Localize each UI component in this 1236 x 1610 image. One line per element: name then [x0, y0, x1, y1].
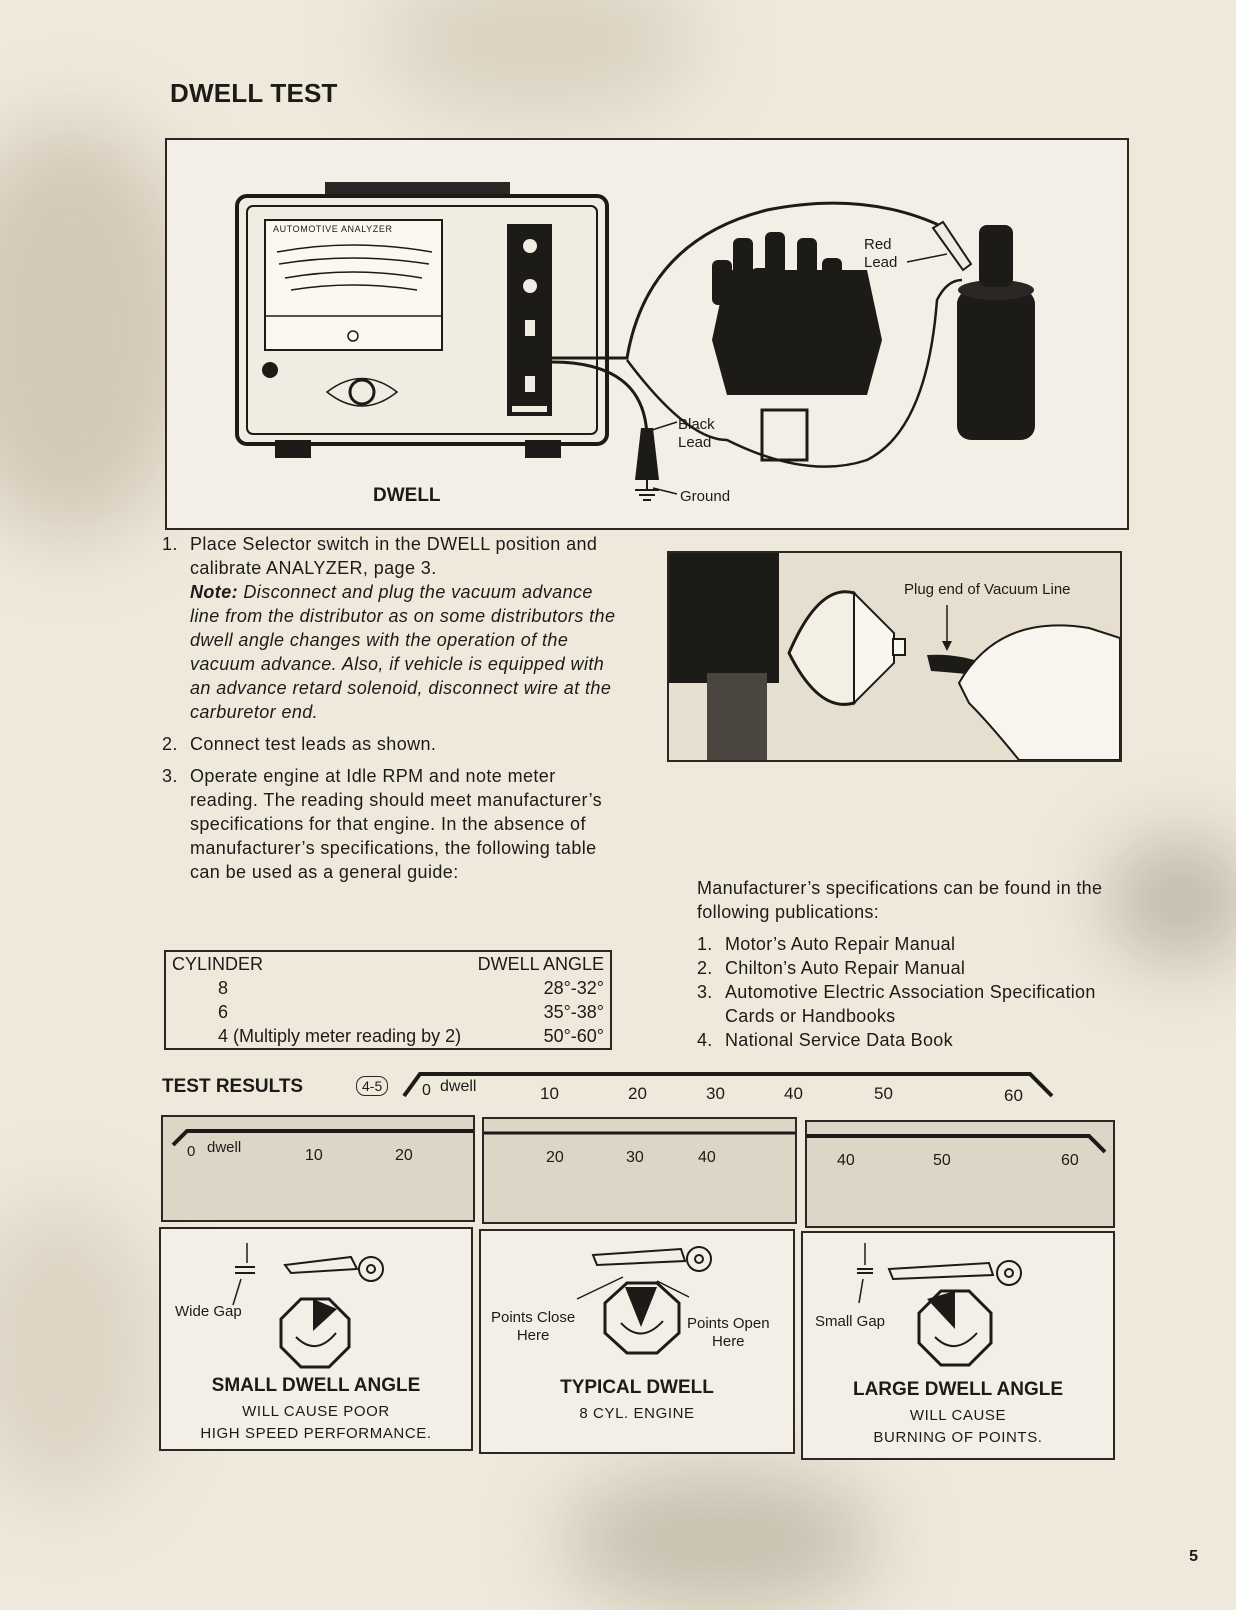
scale-dwell-label: dwell — [207, 1139, 242, 1156]
result-panel-large — [801, 1231, 1115, 1460]
result-subtitle: BURNING OF POINTS. — [873, 1429, 1043, 1446]
result-title: LARGE DWELL ANGLE — [852, 1379, 1064, 1400]
instruction-number: 3. — [162, 766, 178, 786]
table-header-row — [165, 951, 611, 976]
paper-stain — [0, 1200, 160, 1500]
gap-label: Small Gap — [815, 1313, 886, 1330]
result-subtitle: 8 CYL. ENGINE — [579, 1405, 695, 1422]
range-badge: 4-5 — [356, 1076, 388, 1096]
table-row — [165, 1024, 611, 1049]
scale-dwell-label: dwell — [440, 1078, 477, 1095]
table-row — [165, 976, 611, 1000]
result-title: TYPICAL DWELL — [560, 1377, 714, 1398]
scale-tick-label: 20 — [628, 1084, 647, 1103]
scale-tick-label: 20 — [546, 1149, 564, 1166]
scale-panel-large — [805, 1120, 1115, 1228]
dwell-angle-table — [164, 950, 612, 1050]
list-text: National Service Data Book — [725, 1030, 953, 1050]
points-illustration — [161, 1229, 471, 1369]
instruction-item — [162, 532, 617, 724]
publications-intro: Manufacturer’s specifications can be found in the following publications: — [697, 878, 1103, 922]
result-subtitle: HIGH SPEED PERFORMANCE. — [200, 1425, 432, 1442]
page-number: 5 — [1189, 1548, 1198, 1565]
instruction-text: Connect test leads as shown. — [190, 734, 437, 754]
table-row — [165, 1000, 611, 1024]
note-text: Disconnect and plug the vacuum advance line from the distributor as on some distributors the dwell angle changes with the operation of the vacuum advance. Also, if vehicle is equipped with an advance retard solenoid, disconnect wire at the carburetor end. — [190, 582, 616, 722]
note-label: Note: — [190, 582, 238, 602]
ground-label: Ground — [680, 488, 731, 505]
page-title: DWELL TEST — [170, 78, 338, 108]
points-close-label: Points Close Here — [491, 1309, 576, 1344]
scale-tick-label: 30 — [706, 1084, 725, 1103]
publications — [697, 876, 1117, 1052]
table-cell-dwell: 28°-32° — [543, 978, 604, 998]
scale-tick-label: 40 — [837, 1152, 855, 1169]
scale-tick-label: 50 — [933, 1152, 951, 1169]
list-number: 3. — [697, 982, 713, 1002]
scale-tick-label: 60 — [1004, 1086, 1023, 1105]
table-header-cylinder: CYLINDER — [172, 954, 264, 974]
paper-stain — [560, 1470, 880, 1610]
scale-zero-label: 0 — [422, 1082, 431, 1099]
list-item — [697, 1028, 1117, 1052]
points-illustration — [803, 1233, 1113, 1373]
instruction-number: 1. — [162, 534, 178, 554]
vacuum-line-label: Plug end of Vacuum Line — [904, 581, 1071, 598]
figure-caption: DWELL — [373, 485, 441, 506]
result-subtitle: WILL CAUSE POOR — [242, 1403, 390, 1420]
instruction-note — [190, 580, 617, 724]
scale-tick-label: 20 — [395, 1147, 413, 1164]
publications-list — [697, 932, 1117, 1052]
analyzer-title-label: AUTOMOTIVE ANALYZER — [273, 224, 393, 234]
instruction-text: Operate engine at Idle RPM and note meter reading. The reading should meet manufacturer’s specifications for that engine. In the absence of manufacturer’s specifications, the following table can be used as a general guide: — [190, 766, 603, 882]
red-lead-label: Red Lead — [864, 236, 898, 271]
scale-tick-label: 10 — [305, 1147, 323, 1164]
list-item — [697, 980, 1117, 1028]
scale-tick-label: 40 — [784, 1084, 803, 1103]
scale-tick-label: 30 — [626, 1149, 644, 1166]
result-panel-typical — [479, 1229, 795, 1454]
table-cell-cylinder: 6 — [218, 1002, 229, 1022]
instructions — [162, 532, 617, 892]
scale-panel-typical — [482, 1117, 797, 1224]
instruction-item — [162, 764, 617, 884]
list-number: 4. — [697, 1030, 713, 1050]
scale-tick-label: 60 — [1061, 1152, 1079, 1169]
instruction-number: 2. — [162, 734, 178, 754]
dwell-connection-figure — [165, 138, 1129, 530]
table-cell-dwell: 35°-38° — [543, 1002, 604, 1022]
result-title: SMALL DWELL ANGLE — [211, 1375, 421, 1396]
table-cell-cylinder: 8 — [218, 978, 229, 998]
instruction-item — [162, 732, 617, 756]
scale-tick-label: 10 — [540, 1084, 559, 1103]
result-panel-small — [159, 1227, 473, 1451]
table-header-dwell: DWELL ANGLE — [477, 954, 604, 974]
table-cell-cylinder: 4 (Multiply meter reading by 2) — [218, 1026, 462, 1046]
list-text: Automotive Electric Association Specification Cards or Handbooks — [725, 982, 1096, 1026]
table-cell-dwell: 50°-60° — [543, 1026, 604, 1046]
result-subtitle: WILL CAUSE — [909, 1407, 1007, 1424]
scale-tick-label: 40 — [698, 1149, 716, 1166]
list-text: Motor’s Auto Repair Manual — [725, 934, 956, 954]
gap-label: Wide Gap — [175, 1303, 242, 1320]
paper-stain — [380, 0, 700, 120]
list-item — [697, 932, 1117, 956]
list-item — [697, 956, 1117, 980]
scale-panel-small — [161, 1115, 475, 1222]
points-open-label: Points Open Here — [687, 1315, 770, 1350]
analyzer-illustration — [167, 140, 1127, 528]
vacuum-line-figure — [667, 551, 1122, 762]
list-text: Chilton’s Auto Repair Manual — [725, 958, 966, 978]
main-dwell-scale — [400, 1066, 1060, 1112]
test-results-label: TEST RESULTS — [162, 1076, 304, 1097]
paper-stain — [1110, 840, 1236, 960]
black-lead-label: Black Lead — [678, 416, 715, 451]
scale-tick-label: 50 — [874, 1084, 893, 1103]
list-number: 1. — [697, 934, 713, 954]
instruction-text: Place Selector switch in the DWELL position and calibrate ANALYZER, page 3. — [190, 534, 598, 578]
scale-zero-label: 0 — [187, 1143, 196, 1160]
list-number: 2. — [697, 958, 713, 978]
main-scale-arc — [400, 1066, 1060, 1112]
